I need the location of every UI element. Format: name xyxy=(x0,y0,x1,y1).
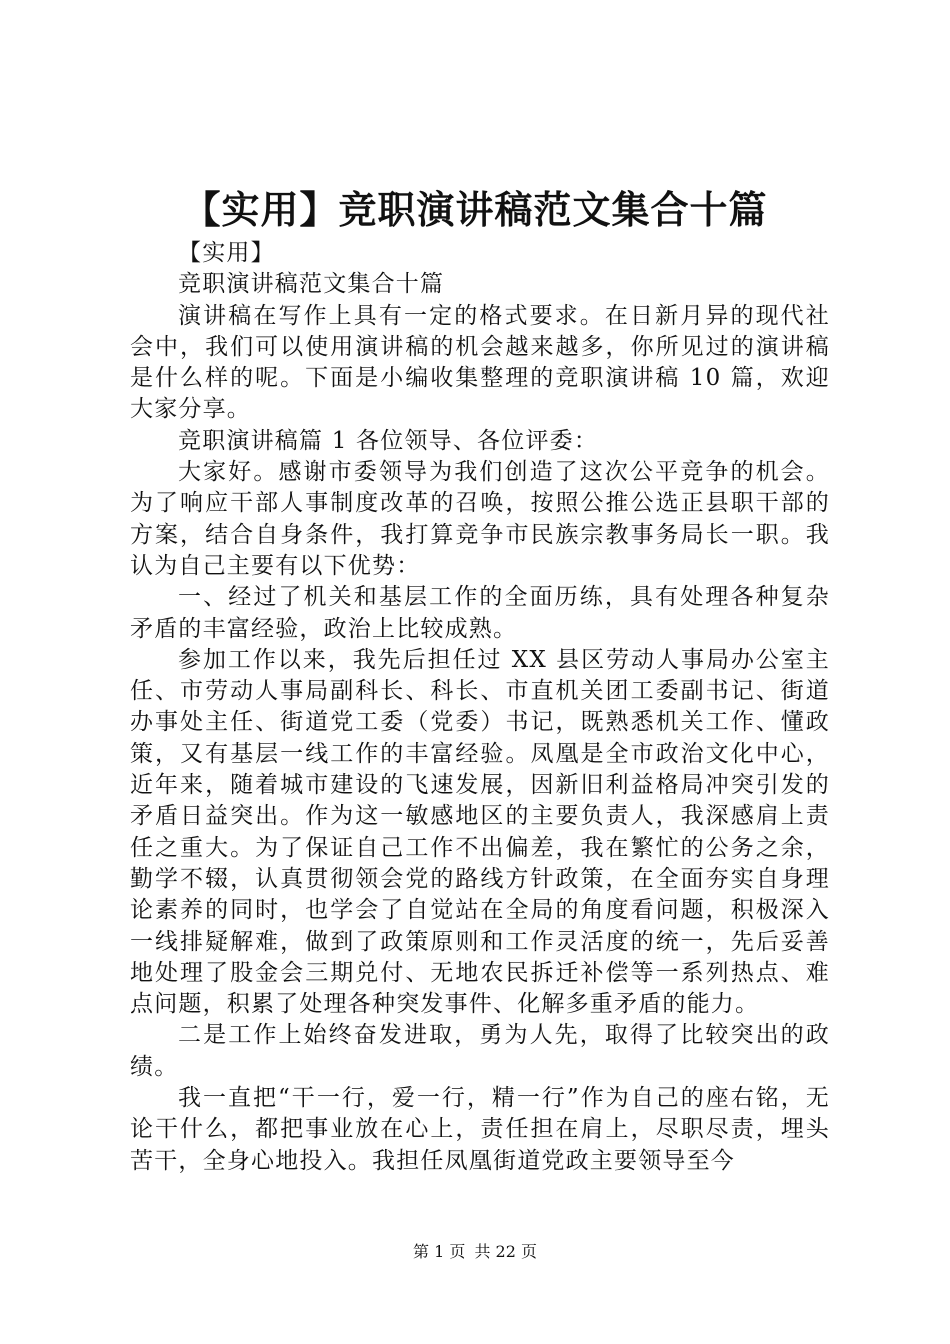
paragraph-point-two: 二是工作上始终奋发进取，勇为人先，取得了比较突出的政绩。 xyxy=(130,1022,830,1080)
page-number: 第 1 页 xyxy=(413,1242,466,1261)
paragraph-tag: 【实用】 xyxy=(178,240,275,266)
paragraph-subtitle: 竞职演讲稿范文集合十篇 xyxy=(178,271,445,298)
paragraph-point-one: 一、经过了机关和基层工作的全面历练，具有处理各种复杂矛盾的丰富经验，政治上比较成熟。 xyxy=(130,584,830,642)
document-body xyxy=(130,238,830,1177)
document-title: 【实用】竞职演讲稿范文集合十篇 xyxy=(182,187,768,232)
paragraph-experience: 参加工作以来，我先后担任过 XX 县区劳动人事局办公室主任、市劳动人事局副科长、科长、市直机关团工委副书记、街道办事处主任、街道党工委（党委）书记，既熟悉机关工作、懂政策，又有基层一线工作的丰富经验。凤凰是全市政治文化中心，近年来，随着城市建设的飞速发展，因新旧利益格局冲突引发的矛盾日益突出。作为这一敏感地区的主要负责人，我深感肩上责任之重大。为了保证自己工作不出偏差，我在繁忙的公务之余，勤学不辍，认真贯彻领会党的路线方针政策，在全面夯实自身理论素养的同时，也学会了自觉站在全局的角度看问题，积极深入一线排疑解难，做到了政策原则和工作灵活度的统一，先后妥善地处理了股金会三期兑付、无地农民拆迁补偿等一系列热点、难点问题，积累了处理各种突发事件、化解多重矛盾的能力。 xyxy=(130,646,830,1018)
paragraph-intro: 演讲稿在写作上具有一定的格式要求。在日新月异的现代社会中，我们可以使用演讲稿的机会越来越多，你所见过的演讲稿是什么样的呢。下面是小编收集整理的竞职演讲稿 10 篇，欢迎大家分享。 xyxy=(130,302,830,423)
paragraph-motto: 我一直把“干一行，爱一行，精一行”作为自己的座右铭，无论干什么，都把事业放在心上，责任担在肩上，尽职尽责，埋头苦干，全身心地投入。我担任凤凰街道党政主要领导至今 xyxy=(130,1085,830,1174)
paragraph-speech-heading: 竞职演讲稿篇 1 各位领导、各位评委： xyxy=(178,427,599,454)
paragraph-greeting: 大家好。感谢市委领导为我们创造了这次公平竞争的机会。为了响应干部人事制度改革的召唤，按照公推公选正县职干部的方案，结合自身条件，我打算竞争市民族宗教事务局长一职。我认为自己主要有以下优势： xyxy=(130,459,830,579)
page-total: 共 22 页 xyxy=(474,1242,537,1261)
page-footer xyxy=(0,1241,950,1263)
